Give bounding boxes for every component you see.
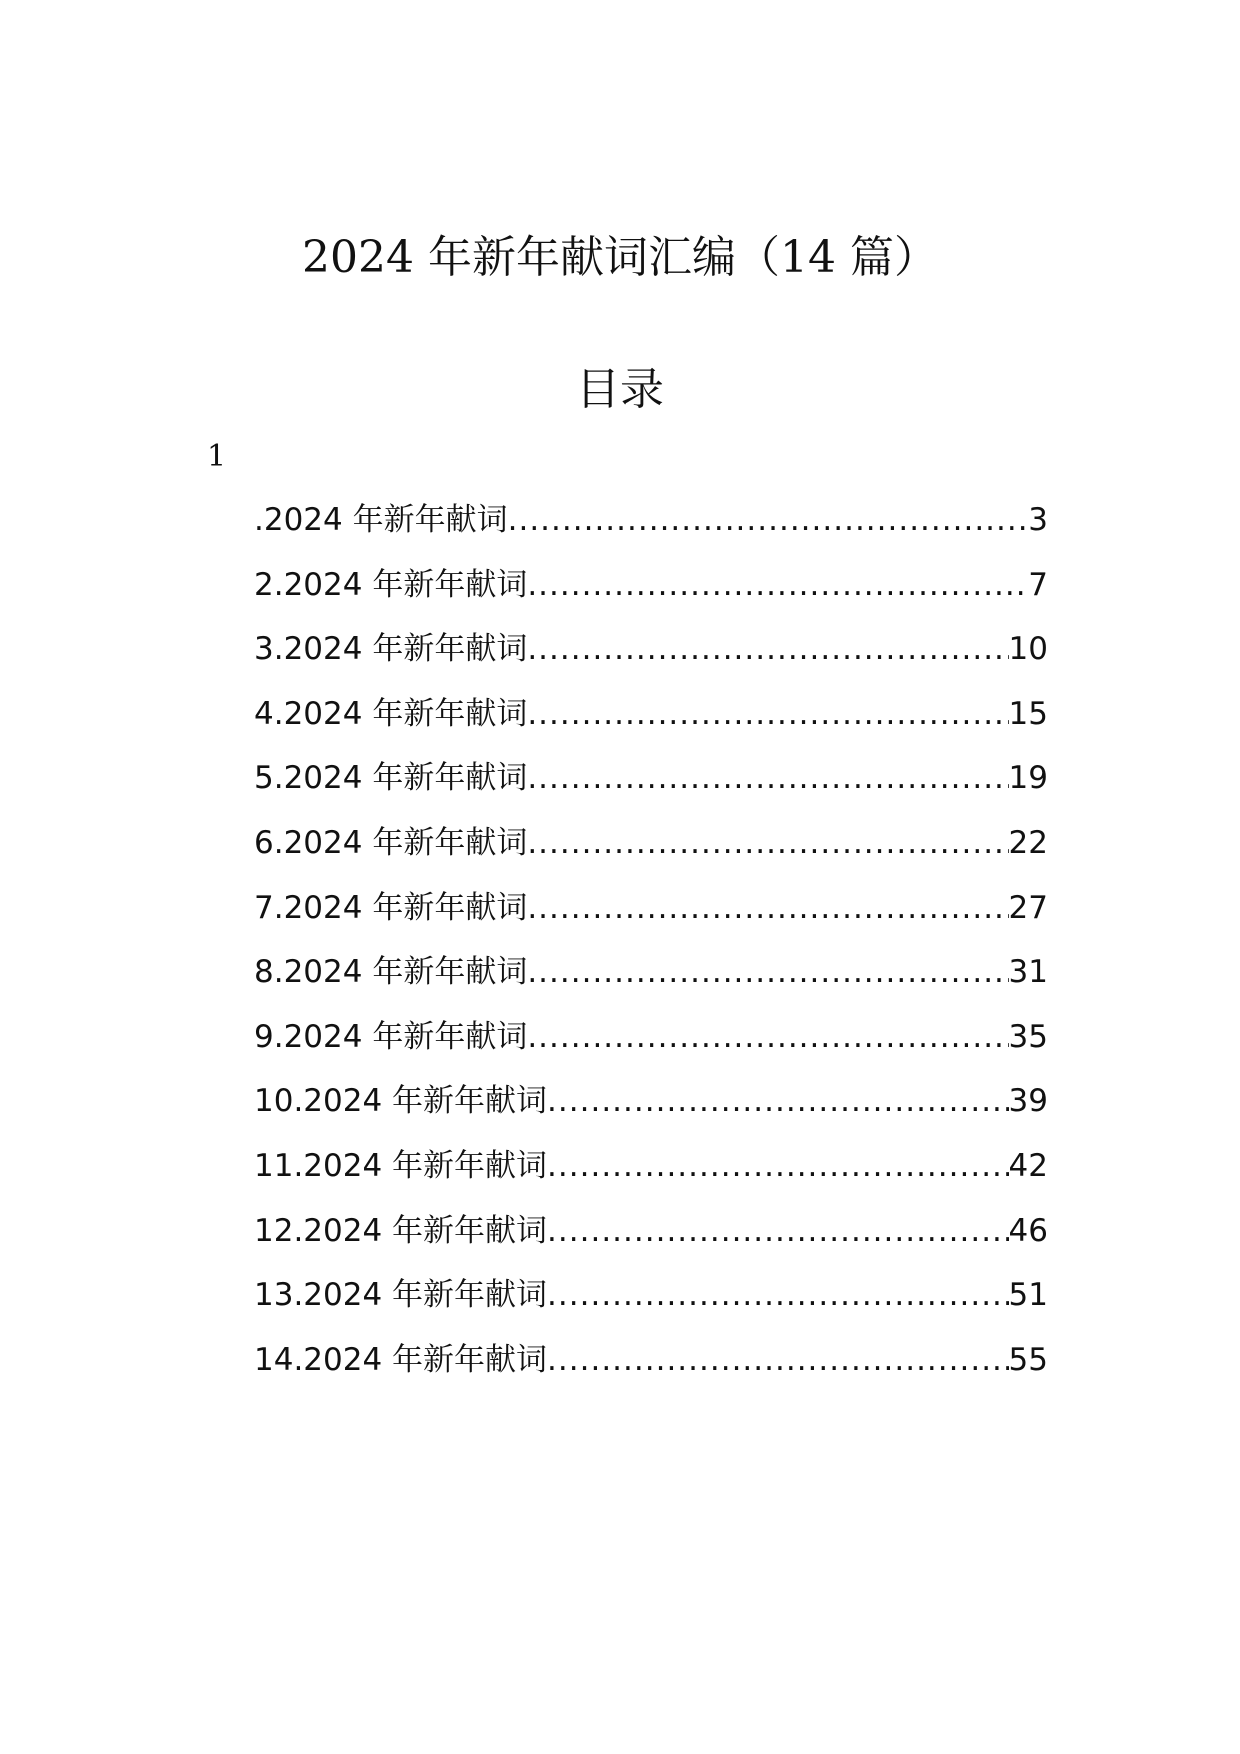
- toc-entry[interactable]: [254, 1209, 1048, 1274]
- toc-entry[interactable]: [254, 498, 1048, 563]
- toc-entry[interactable]: [254, 692, 1048, 757]
- toc-dot-leader: [547, 1338, 1009, 1382]
- toc-entry-page: 31: [1008, 954, 1048, 991]
- toc-entry[interactable]: [254, 756, 1048, 821]
- toc-dot-leader: [527, 756, 1008, 800]
- toc-entry[interactable]: [254, 1015, 1048, 1080]
- toc-entry[interactable]: [254, 1338, 1048, 1403]
- toc-dot-leader: [547, 1079, 1009, 1123]
- toc-entry-page: 46: [1008, 1212, 1048, 1249]
- toc-entry-page: 55: [1008, 1341, 1048, 1378]
- toc-dot-leader: [527, 950, 1008, 994]
- toc-dot-leader: [547, 1209, 1009, 1253]
- toc-entry-title: 2.2024 年新年献词: [254, 566, 528, 603]
- toc-entry[interactable]: [254, 950, 1048, 1015]
- toc-dot-leader: [547, 1144, 1009, 1188]
- toc-entry-title: 6.2024 年新年献词: [254, 824, 528, 861]
- toc-entry[interactable]: [254, 886, 1048, 951]
- toc-entry-page: 10: [1008, 631, 1048, 668]
- stray-number: 1: [207, 439, 227, 474]
- document-title: 2024 年新年献词汇编（14 篇）: [302, 232, 938, 283]
- toc-entry-title: 10.2024 年新年献词: [254, 1083, 548, 1120]
- toc-entry-title: 9.2024 年新年献词: [254, 1018, 528, 1055]
- toc-dot-leader: [508, 498, 1029, 542]
- toc-entry-title: 3.2024 年新年献词: [254, 631, 528, 668]
- toc-dot-leader: [527, 821, 1008, 865]
- toc-entry-page: 42: [1008, 1147, 1048, 1184]
- toc-entry-page: 15: [1008, 695, 1048, 732]
- toc-entry-page: 39: [1008, 1083, 1048, 1120]
- toc-entry-title: .2024 年新年献词: [254, 502, 508, 538]
- toc-entry[interactable]: [254, 563, 1048, 628]
- toc-entry[interactable]: [254, 627, 1048, 692]
- toc-entry[interactable]: [254, 1144, 1048, 1209]
- toc-entry[interactable]: [254, 1079, 1048, 1144]
- toc-dot-leader: [527, 692, 1008, 736]
- toc-entry-page: 7: [1028, 566, 1048, 603]
- table-of-contents: [254, 498, 1048, 1402]
- toc-entry-title: 8.2024 年新年献词: [254, 954, 528, 991]
- toc-entry-page: 22: [1008, 824, 1048, 861]
- toc-dot-leader: [547, 1273, 1009, 1317]
- toc-entry-title: 7.2024 年新年献词: [254, 889, 528, 926]
- toc-dot-leader: [527, 1015, 1008, 1059]
- toc-entry[interactable]: [254, 821, 1048, 886]
- toc-entry-page: 19: [1008, 760, 1048, 797]
- toc-entry-title: 13.2024 年新年献词: [254, 1277, 548, 1314]
- toc-entry-title: 4.2024 年新年献词: [254, 695, 528, 732]
- toc-entry-page: 35: [1008, 1018, 1048, 1055]
- toc-entry-title: 12.2024 年新年献词: [254, 1212, 548, 1249]
- toc-dot-leader: [527, 627, 1008, 671]
- toc-entry-page: 3: [1028, 502, 1048, 538]
- toc-entry-page: 51: [1008, 1277, 1048, 1314]
- toc-entry-page: 27: [1008, 889, 1048, 926]
- toc-dot-leader: [527, 886, 1008, 930]
- toc-entry[interactable]: [254, 1273, 1048, 1338]
- toc-entry-title: 5.2024 年新年献词: [254, 760, 528, 797]
- toc-heading: 目录: [576, 364, 664, 415]
- toc-entry-title: 14.2024 年新年献词: [254, 1341, 548, 1378]
- toc-entry-title: 11.2024 年新年献词: [254, 1147, 548, 1184]
- toc-dot-leader: [527, 563, 1028, 607]
